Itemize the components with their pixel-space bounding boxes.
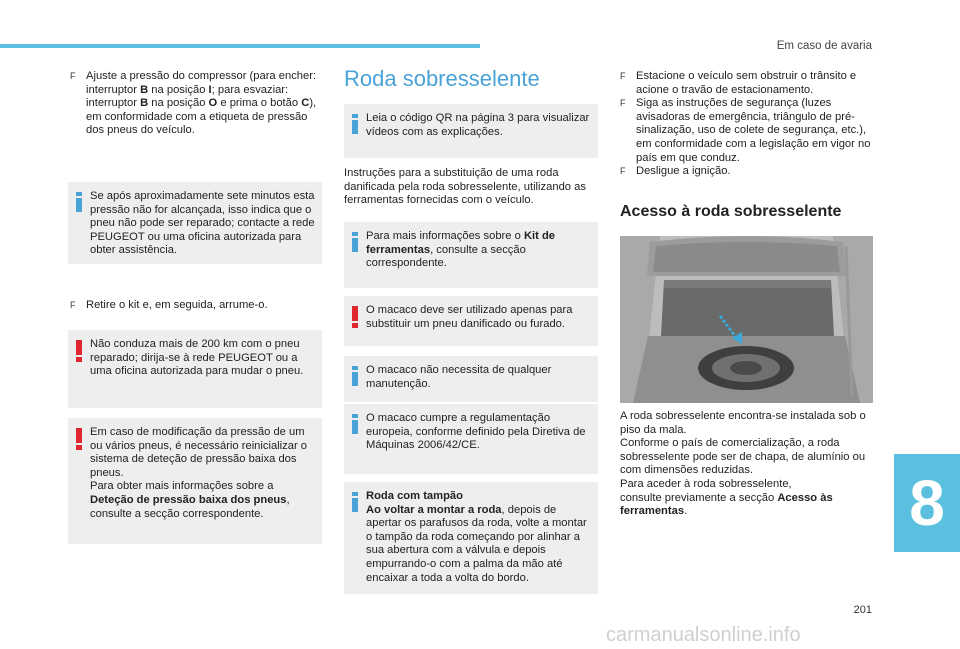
- warning-box-jack: O macaco deve ser utilizado apenas para substituir um pneu danificado ou furado.: [344, 296, 598, 346]
- info-icon: [352, 414, 358, 434]
- warning-icon: [76, 340, 82, 362]
- bullet-marker: F: [620, 166, 626, 177]
- watermark: carmanualsonline.info: [606, 624, 801, 646]
- bullet-list-safety: [620, 70, 876, 179]
- page-number: 201: [853, 604, 872, 616]
- bullet-marker: F: [620, 98, 626, 109]
- header-accent-bar: [0, 44, 480, 48]
- info-box-hubcap: Roda com tampão Ao voltar a montar a roda, depois de apertar os parafusos da roda, volte a montar o tampão da roda começando por alinhar a sua abertura com a válvula e depois empurrando-o com a palma da mão até encaixar a toda a volta do bordo.: [344, 482, 598, 594]
- subheading-access-spare-wheel: Acesso à roda sobresselente: [620, 203, 842, 220]
- section-title: Em caso de avaria: [776, 40, 872, 52]
- warning-icon: [76, 428, 82, 450]
- warning-box-reset: Em caso de modificação da pressão de um ou vários pneus, é necessário reinicializar o sistema de deteção de pressão baixa dos pneus. Para obter mais informações sobre a Deteção de pressão baixa dos pneus, consulte a secção correspondente.: [68, 418, 322, 544]
- bullet-marker: F: [70, 300, 76, 310]
- bullet-store-kit: F Retire o kit e, em seguida, arrume-o.: [70, 299, 268, 311]
- info-box-directive: O macaco cumpre a regulamentação europeia, conforme definido pela Diretiva de Máquinas 2006/42/CE.: [344, 404, 598, 474]
- info-icon: [352, 232, 358, 252]
- section-heading-spare-wheel: Roda sobresselente: [344, 66, 540, 91]
- bullet-ignition-off: F Desligue a ignição.: [620, 165, 731, 178]
- info-icon: [352, 366, 358, 386]
- bullet-marker: F: [620, 71, 626, 81]
- trunk-spare-wheel-illustration: [620, 236, 873, 403]
- warning-box-200km: Não conduza mais de 200 km com o pneu reparado; dirija-se à rede PEUGEOT ou a uma oficina autorizada para mudar o pneu.: [68, 330, 322, 408]
- info-box-jack-maintenance: O macaco não necessita de qualquer manutenção.: [344, 356, 598, 402]
- spare-wheel-description: A roda sobresselente encontra-se instalada sob o piso da mala. Conforme o país de comercialização, a roda sobresselente pode ser de chapa, de alumínio ou com dimensões reduzidas. Para aceder à roda sobresselente, consulte previamente a secção Acesso às ferramentas.: [620, 410, 866, 518]
- info-box-qr: Leia o código QR na página 3 para visualizar vídeos com as explicações.: [344, 104, 598, 158]
- bullet-marker: F: [70, 71, 76, 81]
- info-icon: [352, 114, 358, 134]
- intro-paragraph: Instruções para a substituição de uma roda danificada pela roda sobresselente, utilizando as ferramentas fornecidas com o veículo.: [344, 167, 586, 207]
- bullet-safety-instructions: F Siga as instruções de segurança (luzes avisadoras de emergência, triângulo de pré-sinalização, uso de colete de segurança, etc.), em conformidade com a legislação em vigor no país em que conduz.: [620, 97, 871, 164]
- chapter-tab: 8: [894, 454, 960, 552]
- warning-icon: [352, 306, 358, 328]
- info-icon: [76, 192, 82, 212]
- bullet-adjust-pressure: F Ajuste a pressão do compressor (para encher: interruptor B na posição I; para esvaziar: interruptor B na posição O e prima o botão C), em conformidade com a etiqueta de pressão dos pneus do veículo.: [70, 70, 317, 137]
- bullet-park: F Estacione o veículo sem obstruir o trânsito e acione o travão de estacionamento.: [620, 70, 857, 96]
- info-icon: [352, 492, 358, 512]
- info-box-pressure: Se após aproximadamente sete minutos esta pressão não for alcançada, isso indica que o pneu não pode ser reparado; contacte a rede PEUGEOT ou uma oficina autorizada para obter assistência.: [68, 182, 322, 264]
- info-box-toolkit: Para mais informações sobre o Kit de ferramentas, consulte a secção correspondente.: [344, 222, 598, 288]
